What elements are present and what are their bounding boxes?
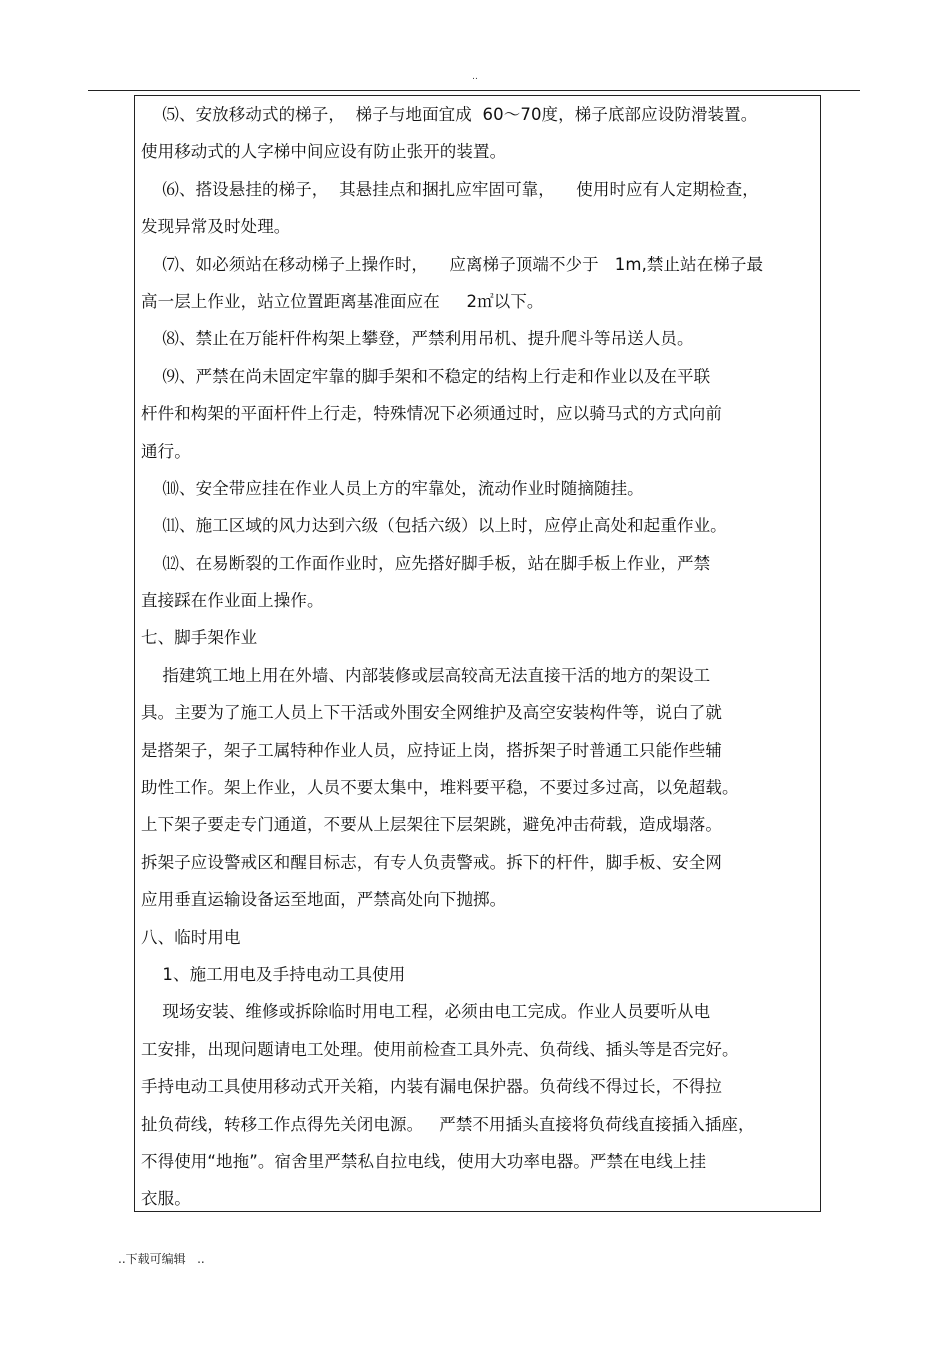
text-line: 衣服。 — [141, 1189, 191, 1209]
text-line: ⑸、安放移动式的梯子， 梯子与地面宜成 60～70度，梯子底部应设防滑装置。 — [141, 105, 758, 124]
text-line: 发现异常及时处理。 — [141, 217, 291, 237]
header-mark: .. — [472, 72, 478, 82]
text-line: 高一层上作业，站立位置距离基准面应在 2㎡以下。 — [141, 291, 544, 311]
text-line: 是搭架子，架子工属特种作业人员，应持证上岗，搭拆架子时普通工只能作些辅 — [141, 740, 722, 760]
text-line: ⑺、如必须站在移动梯子上操作时， 应离梯子顶端不少于 1m,禁止站在梯子最 — [141, 254, 764, 274]
text-line: 通行。 — [141, 441, 191, 461]
text-line: 上下架子要走专门通道，不要从上层架往下层架跳，避免冲击荷载，造成塌落。 — [141, 815, 722, 835]
text-line: 使用移动式的人字梯中间应设有防止张开的装置。 — [141, 142, 507, 162]
text-line: ⑿、在易断裂的工作面作业时，应先搭好脚手板，站在脚手板上作业，严禁 — [141, 553, 711, 573]
text-line: 杆件和构架的平面杆件上行走，特殊情况下必须通过时，应以骑马式的方式向前 — [141, 404, 722, 424]
text-line: 直接踩在作业面上操作。 — [141, 591, 324, 611]
text-line: 工安排，出现问题请电工处理。使用前检查工具外壳、负荷线、插头等是否完好。 — [141, 1039, 739, 1059]
text-line: 不得使用“地拖”。宿舍里严禁私自拉电线，使用大功率电器。严禁在电线上挂 — [141, 1151, 707, 1171]
text-line: 八、临时用电 — [141, 927, 241, 947]
text-line: 现场安装、维修或拆除临时用电工程，必须由电工完成。作业人员要听从电 — [141, 1002, 711, 1022]
text-line: 应用垂直运输设备运至地面，严禁高处向下抛掷。 — [141, 890, 507, 910]
text-line: ⑾、施工区域的风力达到六级（包括六级）以上时，应停止高处和起重作业。 — [141, 516, 727, 536]
text-line: 具。主要为了施工人员上下干活或外围安全网维护及高空安装构件等，说白了就 — [141, 703, 722, 723]
text-line: ⑹、搭设悬挂的梯子， 其悬挂点和捆扎应牢固可靠， 使用时应有人定期检查， — [141, 179, 759, 199]
text-line: 指建筑工地上用在外墙、内部装修或层高较高无法直接干活的地方的架设工 — [141, 665, 711, 685]
text-line: 扯负荷线，转移工作点得先关闭电源。 严禁不用插头直接将负荷线直接插入插座， — [141, 1114, 755, 1134]
text-line: 1、施工用电及手持电动工具使用 — [141, 964, 406, 984]
document-body — [141, 96, 821, 1218]
header-rule — [88, 90, 860, 91]
text-line: ⑼、严禁在尚未固定牢靠的脚手架和不稳定的结构上行走和作业以及在平联 — [141, 366, 711, 386]
footer-text: ..下载可编辑 .. — [118, 1252, 205, 1266]
text-line: ⑽、安全带应挂在作业人员上方的牢靠处，流动作业时随摘随挂。 — [141, 478, 644, 498]
text-line: 手持电动工具使用移动式开关箱，内装有漏电保护器。负荷线不得过长，不得拉 — [141, 1077, 722, 1097]
text-line: 助性工作。架上作业，人员不要太集中，堆料要平稳，不要过多过高，以免超载。 — [141, 778, 739, 798]
text-line: 七、脚手架作业 — [141, 628, 258, 648]
text-line: 拆架子应设警戒区和醒目标志，有专人负责警戒。拆下的杆件，脚手板、安全网 — [141, 852, 722, 872]
text-line: ⑻、禁止在万能杆件构架上攀登，严禁利用吊机、提升爬斗等吊送人员。 — [141, 329, 694, 349]
